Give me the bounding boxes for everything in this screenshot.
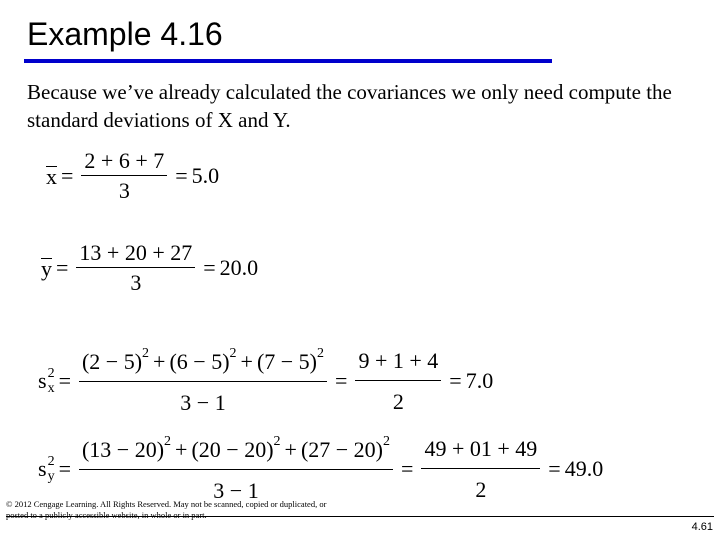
plus-sign: + [284, 437, 297, 462]
footer-divider [6, 516, 714, 517]
y-variance-denominator: 3 − 1 [213, 478, 259, 503]
y-mean-numerator: 13 + 20 + 27 [76, 240, 195, 268]
x-variance-simplified-numerator: 9 + 1 + 4 [355, 348, 441, 381]
sx-squared-symbol [38, 366, 55, 396]
equals-sign: = [401, 456, 414, 481]
plus-sign: + [153, 349, 166, 374]
superscript-2: 2 [47, 454, 55, 469]
power-2: 2 [164, 434, 172, 449]
x-mean-numerator: 2 + 6 + 7 [81, 148, 167, 176]
y-variance-result: 49.0 [564, 456, 604, 481]
equals-sign: = [58, 456, 71, 481]
equation-x-mean [46, 148, 219, 204]
y-variance-simplified-numerator: 49 + 01 + 49 [421, 436, 540, 469]
x-bar-symbol: x [46, 164, 57, 189]
term-2: (20 − 20) [191, 437, 274, 462]
equals-sign: = [548, 456, 561, 481]
equals-sign: = [449, 368, 462, 393]
y-bar-symbol: y [41, 256, 52, 281]
y-mean-denominator: 3 [130, 270, 142, 295]
title-underline [24, 59, 552, 63]
s-symbol: s [38, 368, 47, 393]
superscript-2: 2 [47, 366, 55, 381]
y-variance-simplified-denominator: 2 [475, 476, 487, 502]
s-symbol: s [38, 456, 47, 481]
slide-title: Example 4.16 [27, 16, 223, 52]
equals-sign: = [56, 255, 69, 280]
equation-y-variance [38, 434, 603, 504]
equation-y-mean [41, 240, 258, 296]
equation-x-variance [38, 346, 493, 416]
page-number: 4.61 [691, 521, 713, 533]
intro-text: Because we’ve already calculated the covariances we only need compute the standard deviations of X and Y. [27, 80, 672, 132]
x-mean-denominator: 3 [118, 178, 130, 203]
x-variance-simplified-fraction [355, 348, 441, 415]
plus-sign: + [240, 349, 253, 374]
term-3: (7 − 5) [256, 349, 318, 374]
copyright-notice: © 2012 Cengage Learning. All Rights Reserved. May not be scanned, copied or duplicated, or posted to a publicly accessible website, in whole or in part. [6, 499, 327, 520]
subscript-y: y [47, 469, 55, 484]
plus-sign: + [175, 437, 188, 462]
term-2: (6 − 5) [169, 349, 230, 374]
equals-sign: = [175, 163, 188, 188]
power-2: 2 [383, 434, 391, 449]
x-variance-numerator [79, 346, 327, 382]
y-variance-simplified-fraction [421, 436, 540, 503]
x-variance-denominator: 3 − 1 [180, 390, 226, 415]
term-3: (27 − 20) [300, 437, 384, 462]
y-mean-fraction [76, 240, 195, 296]
y-variance-fraction [79, 434, 393, 504]
x-variance-fraction [79, 346, 327, 416]
x-variance-simplified-denominator: 2 [392, 388, 404, 414]
x-variance-result: 7.0 [465, 368, 494, 393]
x-mean-fraction [81, 148, 167, 204]
equals-sign: = [203, 255, 216, 280]
equals-sign: = [58, 368, 71, 393]
subscript-x: x [47, 381, 55, 396]
y-mean-result: 20.0 [219, 255, 259, 280]
power-2: 2 [142, 346, 150, 361]
term-1: (2 − 5) [81, 349, 143, 374]
power-2: 2 [317, 346, 325, 361]
y-variance-numerator [79, 434, 393, 470]
equals-sign: = [335, 368, 348, 393]
x-mean-result: 5.0 [191, 163, 220, 188]
power-2: 2 [229, 346, 237, 361]
sy-squared-symbol [38, 454, 55, 484]
power-2: 2 [273, 434, 281, 449]
term-1: (13 − 20) [81, 437, 165, 462]
equals-sign: = [61, 163, 74, 188]
